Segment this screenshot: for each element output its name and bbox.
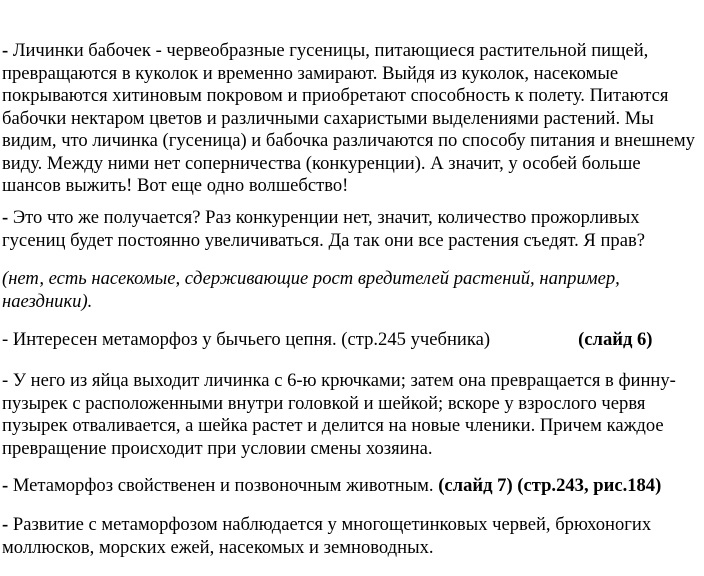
text-line: бабочки нектаром цветов и различными сахаристыми выделениями растений. Мы xyxy=(2,107,654,129)
bullet-dash: - xyxy=(2,475,9,496)
bullet-dash: - xyxy=(2,514,9,535)
text-line xyxy=(2,40,692,63)
text-line: превращение происходит при условии смены хозяина. xyxy=(2,437,433,459)
text-line: моллюсков, морских ежей, насекомых и земноводных. xyxy=(2,536,434,558)
paragraph-tapeworm-metamorphosis xyxy=(2,329,692,352)
text-line: шансов выжить! Вот еще одно волшебство! xyxy=(2,175,349,196)
text-line xyxy=(2,514,692,537)
text-line-content: Это что же получается? Раз конкуренции нет, значит, количество прожорливых xyxy=(8,207,640,228)
text-line-content: Метаморфоз свойственен и позвоночным животным. xyxy=(8,475,439,496)
text-line: (нет, есть насекомые, сдерживающие рост вредителей растений, например, xyxy=(2,268,620,289)
text-line-content: Личинки бабочек - червеобразные гусеницы, питающиеся растительной пищей, xyxy=(8,40,649,61)
text-line: пузырек отваливается, а шейка растет и делится на новые членики. Причем каждое xyxy=(2,415,664,436)
slide-page-reference: (слайд 7) (стр.243, рис.184) xyxy=(438,475,662,496)
paragraph-development-groups xyxy=(2,514,692,559)
text-line xyxy=(2,329,692,352)
paragraph-vertebrates xyxy=(2,475,692,498)
paragraph-tapeworm-details xyxy=(2,370,692,460)
text-line: наездники). xyxy=(2,290,93,312)
bullet-dash: - xyxy=(2,40,9,61)
paragraph-butterfly-larvae xyxy=(2,40,695,198)
bullet-dash: - xyxy=(2,207,9,228)
text-line-content: Развитие с метаморфозом наблюдается у многощетинковых червей, брюхоногих xyxy=(8,514,652,535)
text-line xyxy=(2,475,692,498)
text-line-content: - Интересен метаморфоз у бычьего цепня. (стр.245 учебника) xyxy=(2,329,491,350)
paragraph-competition-question xyxy=(2,207,692,252)
paragraph-italic-answer xyxy=(2,268,692,313)
slide-reference: (слайд 6) xyxy=(578,329,653,350)
text-line: пузырек с расположенными внутри головкой и шейкой; вскоре у взрослого червя xyxy=(2,392,646,414)
text-line: покрываются хитиновым покровом и приобретают способность к полету. Питаются xyxy=(2,85,669,106)
text-line: превращаются в куколок и временно замирают. Выйдя из куколок, насекомые xyxy=(2,62,619,84)
text-line: видим, что личинка (гусеница) и бабочка различаются по способу питания и внешнему xyxy=(2,130,695,151)
text-line xyxy=(2,207,692,230)
text-line: гусениц будет постоянно увеличиваться. Да так они все растения съедят. Я прав? xyxy=(2,229,646,251)
text-line: - У него из яйца выходит личинка с 6-ю крючками; затем она превращается в финну- xyxy=(2,370,676,391)
text-line: виду. Между ними нет соперничества (конкуренции). А значит, у особей больше xyxy=(2,152,641,174)
